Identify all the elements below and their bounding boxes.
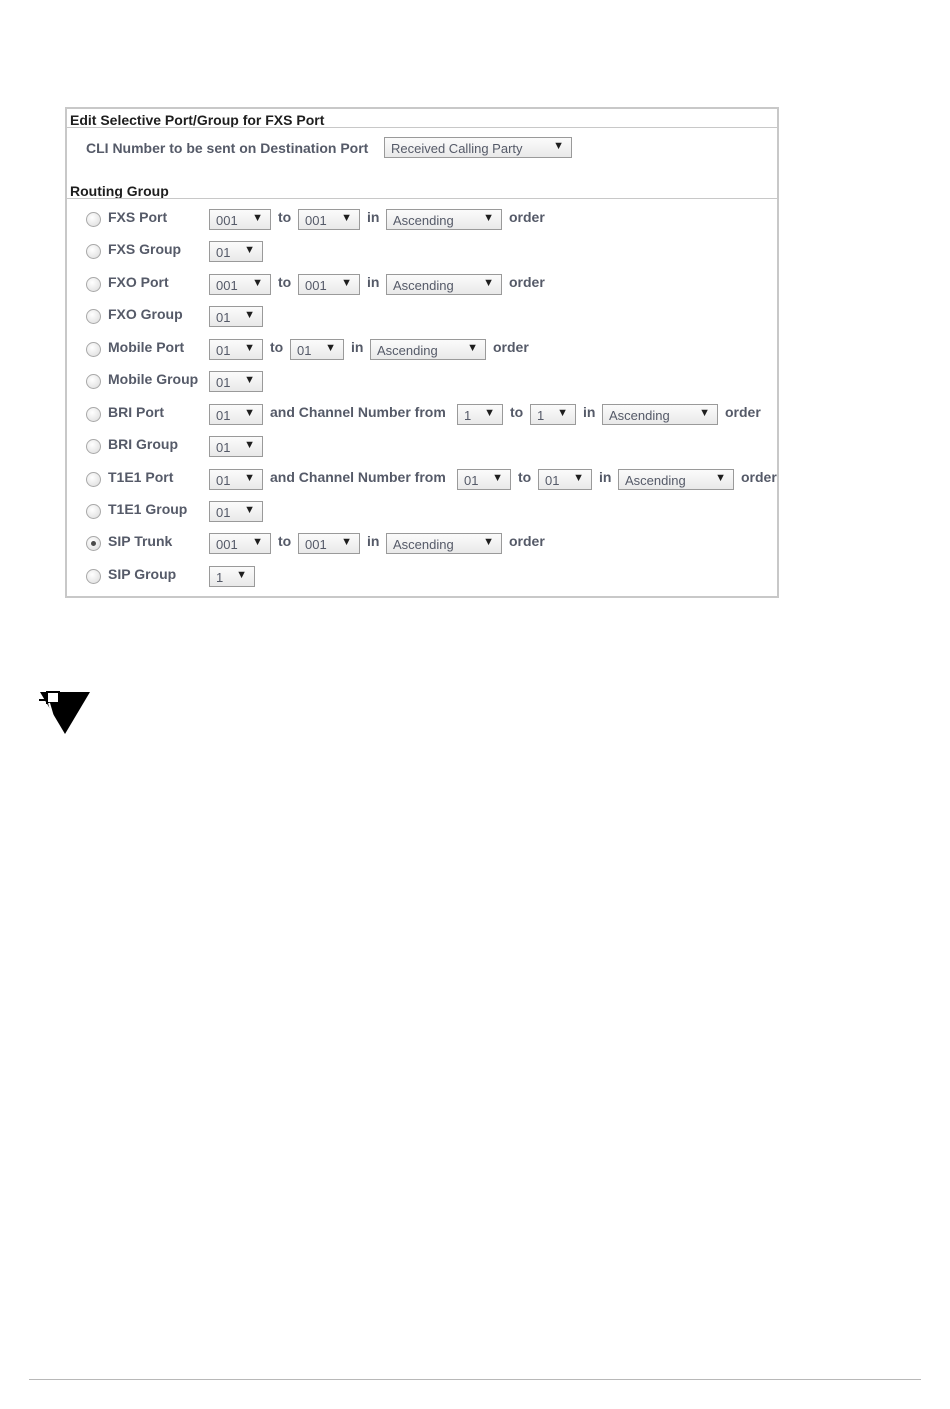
- chevron-down-icon: ▼: [252, 212, 263, 224]
- select-value: 01: [216, 473, 231, 488]
- select-value: 001: [216, 213, 238, 228]
- chevron-down-icon: ▼: [244, 472, 255, 484]
- chevron-down-icon: ▼: [244, 439, 255, 451]
- chevron-down-icon: ▼: [252, 536, 263, 548]
- order-select[interactable]: [370, 339, 486, 360]
- chevron-down-icon: ▼: [553, 140, 564, 152]
- port-select[interactable]: [209, 404, 263, 425]
- order-text: order: [509, 274, 545, 290]
- select-value: 01: [216, 343, 231, 358]
- group-select[interactable]: [209, 501, 263, 522]
- chevron-down-icon: ▼: [557, 407, 568, 419]
- to-text: to: [518, 469, 532, 485]
- to-select[interactable]: [290, 339, 344, 360]
- to-select[interactable]: [298, 274, 360, 295]
- select-value: 01: [216, 505, 231, 520]
- routing-group-title: Routing Group: [70, 183, 169, 199]
- select-value: 001: [305, 213, 327, 228]
- radio-bri-port[interactable]: [86, 407, 101, 422]
- select-value: 01: [216, 408, 231, 423]
- radio-fxs-group[interactable]: [86, 244, 101, 259]
- radio-fxo-port[interactable]: [86, 277, 101, 292]
- group-select[interactable]: [209, 306, 263, 327]
- in-text: in: [599, 469, 612, 485]
- title-divider: [67, 127, 777, 128]
- select-value: Ascending: [393, 213, 454, 228]
- from-select[interactable]: [209, 339, 263, 360]
- order-text: order: [509, 209, 545, 225]
- from-select[interactable]: [209, 209, 271, 230]
- radio-sip-group[interactable]: [86, 569, 101, 584]
- radio-t1e1-group[interactable]: [86, 504, 101, 519]
- channel-to-select[interactable]: [530, 404, 576, 425]
- chevron-down-icon: ▼: [467, 342, 478, 354]
- chevron-down-icon: ▼: [573, 472, 584, 484]
- channel-text: and Channel Number from: [270, 469, 446, 485]
- row-label: T1E1 Group: [108, 501, 188, 517]
- note-icon: [36, 688, 92, 736]
- chevron-down-icon: ▼: [244, 374, 255, 386]
- routing-panel: [65, 107, 779, 598]
- select-value: 1: [537, 408, 545, 423]
- in-text: in: [583, 404, 596, 420]
- chevron-down-icon: ▼: [325, 342, 336, 354]
- chevron-down-icon: ▼: [715, 472, 726, 484]
- group-select[interactable]: [209, 436, 263, 457]
- footer-divider: [29, 1379, 921, 1380]
- order-select[interactable]: [386, 274, 502, 295]
- chevron-down-icon: ▼: [236, 569, 247, 581]
- select-value: 001: [216, 278, 238, 293]
- order-text: order: [509, 533, 545, 549]
- chevron-down-icon: ▼: [483, 212, 494, 224]
- order-text: order: [741, 469, 777, 485]
- radio-mobile-group[interactable]: [86, 374, 101, 389]
- in-text: in: [351, 339, 364, 355]
- radio-sip-trunk[interactable]: [86, 536, 101, 551]
- row-label: SIP Group: [108, 566, 177, 582]
- section-divider: [67, 198, 777, 199]
- row-label: FXS Port: [108, 209, 168, 225]
- select-value: 01: [216, 440, 231, 455]
- chevron-down-icon: ▼: [699, 407, 710, 419]
- panel-title: Edit Selective Port/Group for FXS Port: [70, 112, 325, 128]
- select-value: Ascending: [377, 343, 438, 358]
- channel-text: and Channel Number from: [270, 404, 446, 420]
- from-select[interactable]: [209, 274, 271, 295]
- to-text: to: [510, 404, 524, 420]
- row-label: FXS Group: [108, 241, 182, 257]
- row-label: FXO Group: [108, 306, 183, 322]
- radio-bri-group[interactable]: [86, 439, 101, 454]
- from-select[interactable]: [209, 533, 271, 554]
- in-text: in: [367, 274, 380, 290]
- channel-from-select[interactable]: [457, 469, 511, 490]
- port-select[interactable]: [209, 469, 263, 490]
- group-select[interactable]: [209, 566, 255, 587]
- select-value: 1: [464, 408, 472, 423]
- order-select[interactable]: [386, 533, 502, 554]
- order-text: order: [493, 339, 529, 355]
- radio-t1e1-port[interactable]: [86, 472, 101, 487]
- select-value: 01: [464, 473, 479, 488]
- row-label: BRI Group: [108, 436, 178, 452]
- chevron-down-icon: ▼: [341, 212, 352, 224]
- group-select[interactable]: [209, 371, 263, 392]
- select-value: 01: [297, 343, 312, 358]
- row-label: Mobile Group: [108, 371, 199, 387]
- select-value: 001: [305, 278, 327, 293]
- row-label: Mobile Port: [108, 339, 185, 355]
- select-value: 01: [216, 310, 231, 325]
- select-value: Ascending: [393, 278, 454, 293]
- to-text: to: [278, 209, 292, 225]
- chevron-down-icon: ▼: [483, 277, 494, 289]
- select-value: 01: [216, 245, 231, 260]
- radio-mobile-port[interactable]: [86, 342, 101, 357]
- select-value: 001: [305, 537, 327, 552]
- channel-from-select[interactable]: [457, 404, 503, 425]
- select-value: Ascending: [393, 537, 454, 552]
- cli-select[interactable]: [384, 137, 572, 158]
- chevron-down-icon: ▼: [483, 536, 494, 548]
- group-select[interactable]: [209, 241, 263, 262]
- select-value: 001: [216, 537, 238, 552]
- chevron-down-icon: ▼: [244, 309, 255, 321]
- channel-to-select[interactable]: [538, 469, 592, 490]
- in-text: in: [367, 533, 380, 549]
- cli-select-value: Received Calling Party: [391, 141, 523, 156]
- select-value: 01: [545, 473, 560, 488]
- to-text: to: [278, 533, 292, 549]
- order-select[interactable]: [618, 469, 734, 490]
- order-select[interactable]: [386, 209, 502, 230]
- chevron-down-icon: ▼: [244, 244, 255, 256]
- order-text: order: [725, 404, 761, 420]
- select-value: Ascending: [609, 408, 670, 423]
- row-label: T1E1 Port: [108, 469, 174, 485]
- select-value: 1: [216, 570, 224, 585]
- chevron-down-icon: ▼: [492, 472, 503, 484]
- row-label: SIP Trunk: [108, 533, 173, 549]
- chevron-down-icon: ▼: [252, 277, 263, 289]
- to-select[interactable]: [298, 533, 360, 554]
- chevron-down-icon: ▼: [244, 342, 255, 354]
- select-value: 01: [216, 375, 231, 390]
- cli-label: CLI Number to be sent on Destination Port: [86, 140, 369, 156]
- chevron-down-icon: ▼: [341, 277, 352, 289]
- select-value: Ascending: [625, 473, 686, 488]
- to-text: to: [278, 274, 292, 290]
- chevron-down-icon: ▼: [244, 504, 255, 516]
- row-label: FXO Port: [108, 274, 169, 290]
- chevron-down-icon: ▼: [484, 407, 495, 419]
- to-text: to: [270, 339, 284, 355]
- row-label: BRI Port: [108, 404, 164, 420]
- chevron-down-icon: ▼: [341, 536, 352, 548]
- radio-fxs-port[interactable]: [86, 212, 101, 227]
- chevron-down-icon: ▼: [244, 407, 255, 419]
- radio-fxo-group[interactable]: [86, 309, 101, 324]
- in-text: in: [367, 209, 380, 225]
- order-select[interactable]: [602, 404, 718, 425]
- to-select[interactable]: [298, 209, 360, 230]
